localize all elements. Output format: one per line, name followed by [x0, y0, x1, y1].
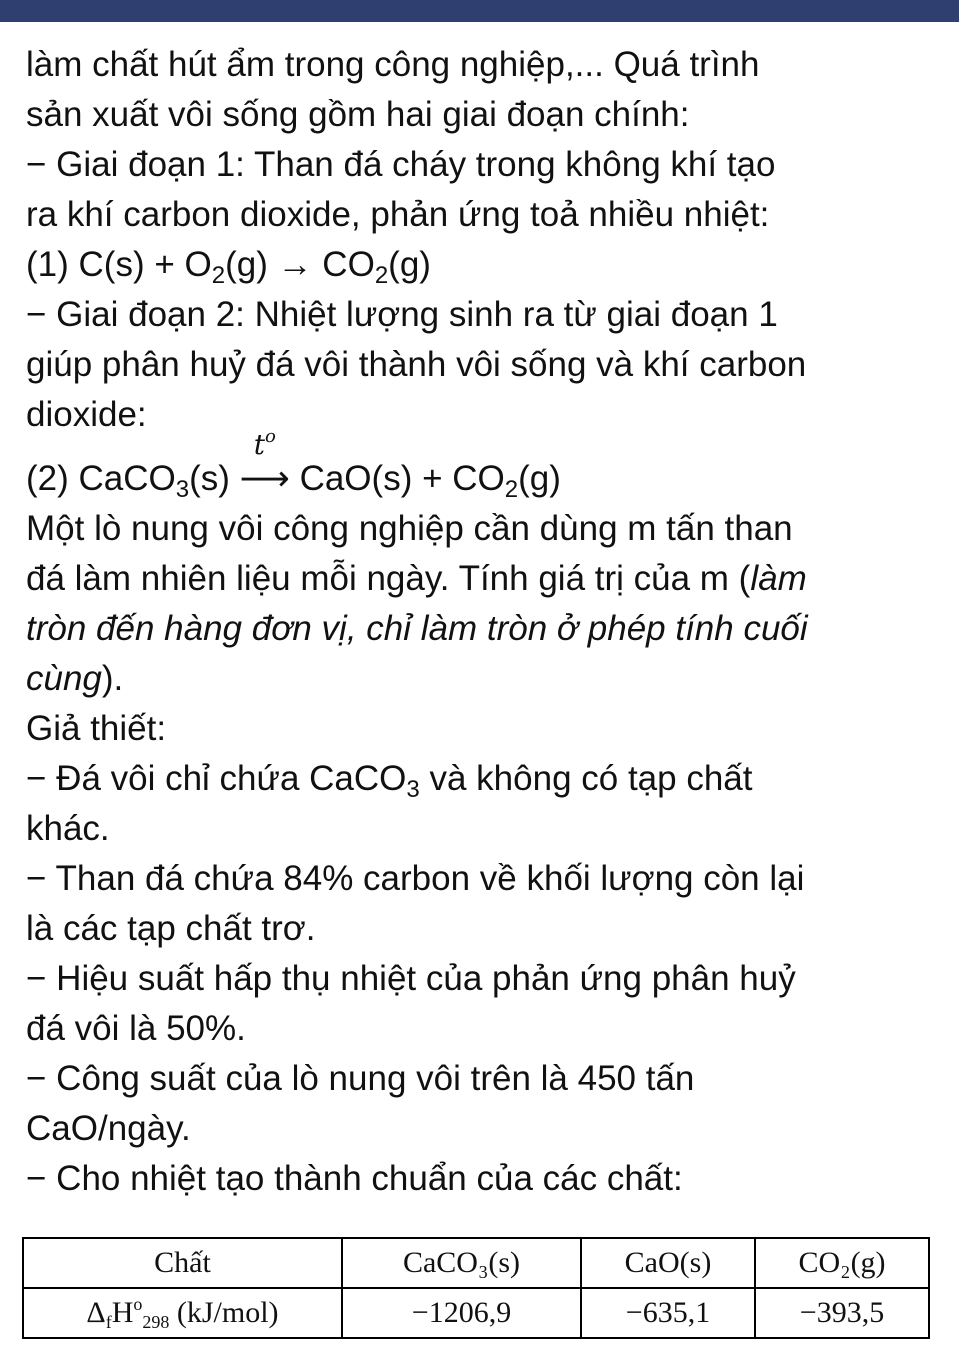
text-line: tròn đến hàng đơn vị, chỉ làm tròn ở phép tính cuối [26, 609, 808, 648]
text-line: đá làm nhiên liệu mỗi ngày. Tính giá trị của m (làm [26, 559, 807, 598]
text-line: dioxide: [26, 395, 147, 434]
table-header-cell: Chất [23, 1238, 342, 1288]
equation-2: (2) CaCO$_3$(s) $t^o$ ⟶ $CaO(s) + CO_2(g)$ [26, 454, 926, 504]
text-line: khác. [26, 809, 110, 848]
arrow-icon: ⟶ [239, 459, 290, 498]
row-label-enthalpy: $\Delta_fH^o_{298}$ (kJ/mol) [23, 1288, 342, 1338]
table-header-cell: CaO(s) [581, 1238, 755, 1288]
table-row [23, 1288, 929, 1338]
text-line: − Than đá chứa 84% carbon về khối lượng còn lại [26, 859, 805, 898]
table-header-cell: CO₂(g) [755, 1238, 929, 1288]
text-line: CaO/ngày. [26, 1109, 191, 1148]
enthalpy-table [22, 1237, 930, 1339]
equation-1: (1) $C(s) + O_2(g) \to CO_2(g)$ [26, 245, 431, 289]
text-line: làm chất hút ẩm trong công nghiệp,... Quá trình [26, 45, 760, 84]
text-line: Một lò nung vôi công nghiệp cần dùng m tấn than [26, 509, 793, 548]
top-bar [0, 0, 959, 22]
heat-arrow [239, 426, 290, 504]
text-line: là các tạp chất trơ. [26, 909, 316, 948]
text-line: − Hiệu suất hấp thụ nhiệt của phản ứng phân huỷ [26, 959, 796, 998]
text-line: − Giai đoạn 1: Than đá cháy trong không khí tạo [26, 145, 776, 184]
table-cell: −393,5 [755, 1288, 929, 1338]
text-line: cùng). [26, 659, 124, 698]
text-line: ra khí carbon dioxide, phản ứng toả nhiều nhiệt: [26, 195, 770, 234]
text-line: − Cho nhiệt tạo thành chuẩn của các chất: [26, 1159, 683, 1198]
table-cell: −635,1 [581, 1288, 755, 1338]
table-header-cell: CaCO₃(s) [342, 1238, 581, 1288]
text-line: − Giai đoạn 2: Nhiệt lượng sinh ra từ giai đoạn 1 [26, 295, 778, 334]
text-line: sản xuất vôi sống gồm hai giai đoạn chính: [26, 95, 690, 134]
text-line: giúp phân huỷ đá vôi thành vôi sống và khí carbon [26, 345, 807, 384]
text-line: Giả thiết: [26, 709, 167, 748]
text-line: − Đá vôi chỉ chứa CaCO$_3$ và không có tạp chất [26, 759, 753, 803]
text-line: đá vôi là 50%. [26, 1009, 246, 1048]
table-header-row [23, 1238, 929, 1288]
arrow-condition: $t^o$ [253, 426, 276, 461]
table-cell: −1206,9 [342, 1288, 581, 1338]
problem-text [26, 40, 926, 1204]
text-line: − Công suất của lò nung vôi trên là 450 tấn [26, 1059, 695, 1098]
